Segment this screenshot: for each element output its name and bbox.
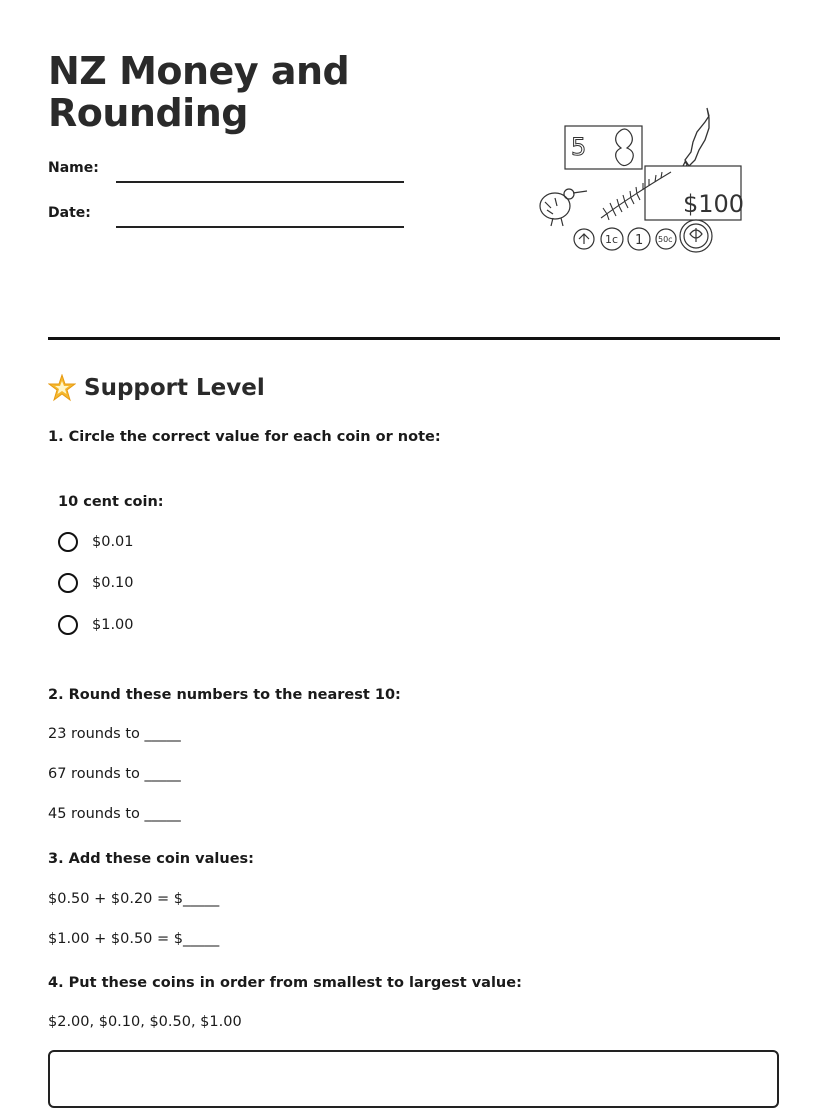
radio-circle[interactable] [58,615,78,635]
support-level-heading [48,374,265,402]
svg-text:50c: 50c [658,235,673,244]
svg-text:1c: 1c [605,233,619,246]
option-row[interactable] [58,573,134,593]
star-icon [48,374,76,402]
svg-text:1: 1 [635,233,644,248]
option-row[interactable] [58,615,134,635]
radio-circle[interactable] [58,532,78,552]
coin-list: $2.00, $0.10, $0.50, $1.00 [48,1014,242,1030]
coins-icon [574,220,712,252]
hundred-dollar-note-icon [645,166,744,220]
rounding-item: 45 rounds to _____ [48,806,181,822]
question-4-prompt: 4. Put these coins in order from smallest to largest value: [48,975,522,991]
answer-box[interactable] [48,1050,779,1108]
option-label: $0.01 [92,534,134,550]
kiwi-bird-icon [540,189,587,226]
rounding-item: 23 rounds to _____ [48,726,181,742]
question-2-prompt: 2. Round these numbers to the nearest 10: [48,687,401,703]
option-label: $1.00 [92,617,134,633]
option-row[interactable] [58,532,134,552]
nz-money-illustration [535,100,750,260]
svg-text:5: 5 [571,133,587,161]
section-title: Support Level [84,375,265,401]
rounding-item: 67 rounds to _____ [48,766,181,782]
question-1-prompt: 1. Circle the correct value for each coin or note: [48,429,441,445]
question-1-item-label: 10 cent coin: [58,494,164,510]
option-label: $0.10 [92,575,134,591]
date-field[interactable] [116,226,404,228]
addition-item: $0.50 + $0.20 = $_____ [48,891,220,907]
radio-circle[interactable] [58,573,78,593]
section-divider [48,337,780,340]
name-label: Name: [48,160,99,176]
date-label: Date: [48,205,91,221]
svg-text:$100: $100 [683,190,745,218]
addition-item: $1.00 + $0.50 = $_____ [48,931,220,947]
page-title: NZ Money and Rounding [48,49,350,135]
five-dollar-note-icon [565,126,642,169]
question-3-prompt: 3. Add these coin values: [48,851,254,867]
name-field[interactable] [116,181,404,183]
